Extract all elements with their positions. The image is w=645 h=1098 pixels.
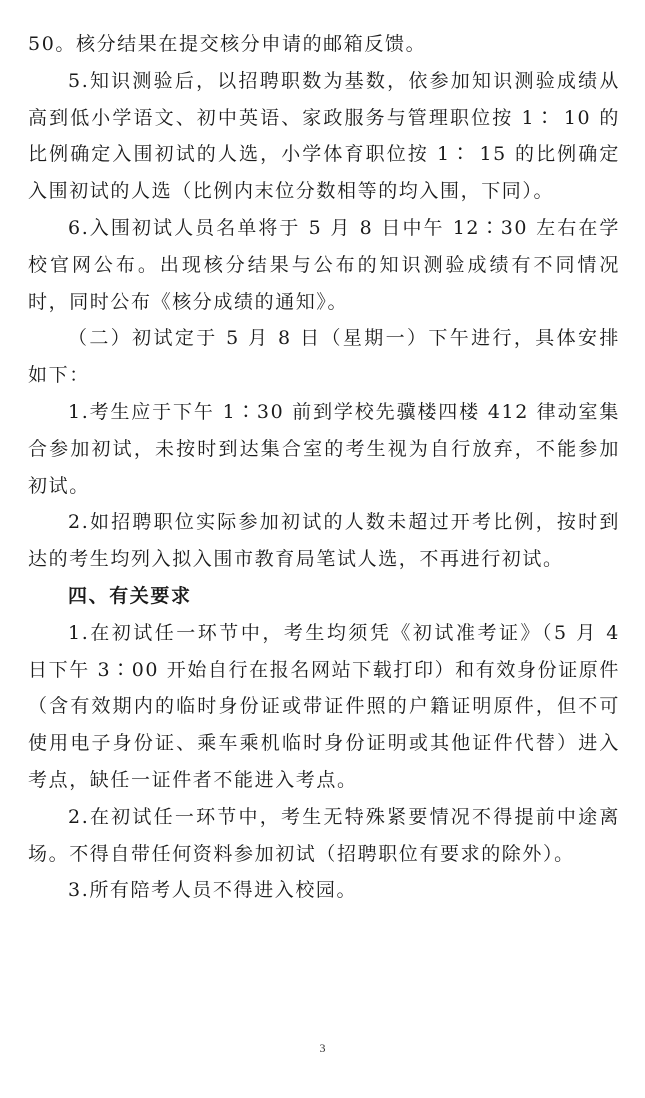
paragraph-no-early-leave: 2.在初试任一环节中，考生无特殊紧要情况不得提前中途离场。不得自带任何资料参加初试（招聘职位有要求的除外）。 [28,805,620,865]
paragraph-gathering-time: 1.考生应于下午 1∶30 前到学校先骥楼四楼 412 律动室集合参加初试，未按时到达集合室的考生视为自行放弃，不能参加初试。 [28,400,620,497]
section-heading-requirements: 四、有关要求 [68,584,192,607]
paragraph-test-ratio: 5.知识测验后，以招聘职数为基数，依参加知识测验成绩从高到低小学语文、初中英语、家政服务与管理职位按 1∶ 10 的比例确定入围初试的人选，小学体育职位按 1∶ 15 的比例确定入围初试的人选（比例内末位分数相等的均入围，下同）。 [28,69,620,203]
paragraph-shortlist-publish: 6.入围初试人员名单将于 5 月 8 日中午 12∶30 左右在学校官网公布。出现核分结果与公布的知识测验成绩有不同情况时，同时公布《核分成绩的通知》。 [28,216,620,313]
paragraph-no-initial-exam: 2.如招聘职位实际参加初试的人数未超过开考比例，按时到达的考生均列入拟入围市教育局笔试人选，不再进行初试。 [28,511,620,571]
paragraph-no-companions: 3.所有陪考人员不得进入校园。 [68,879,358,902]
page-number: 3 [319,1041,326,1055]
paragraph-id-requirement: 1.在初试任一环节中，考生均须凭《初试准考证》（5 月 4 日下午 3∶00 开始自行在报名网站下载打印）和有效身份证原件（含有效期内的临时身份证或带证件照的户籍证明原件，但不可使用电子身份证、乘车乘机临时身份证明或其他证件代替）进入考点，缺任一证件者不能进入考点。 [28,621,620,791]
paragraph-review-result: 50。核分结果在提交核分申请的邮箱反馈。 [28,33,427,55]
document-body [28,26,620,909]
paragraph-initial-exam-schedule: （二）初试定于 5 月 8 日（星期一）下午进行，具体安排如下： [28,327,620,387]
